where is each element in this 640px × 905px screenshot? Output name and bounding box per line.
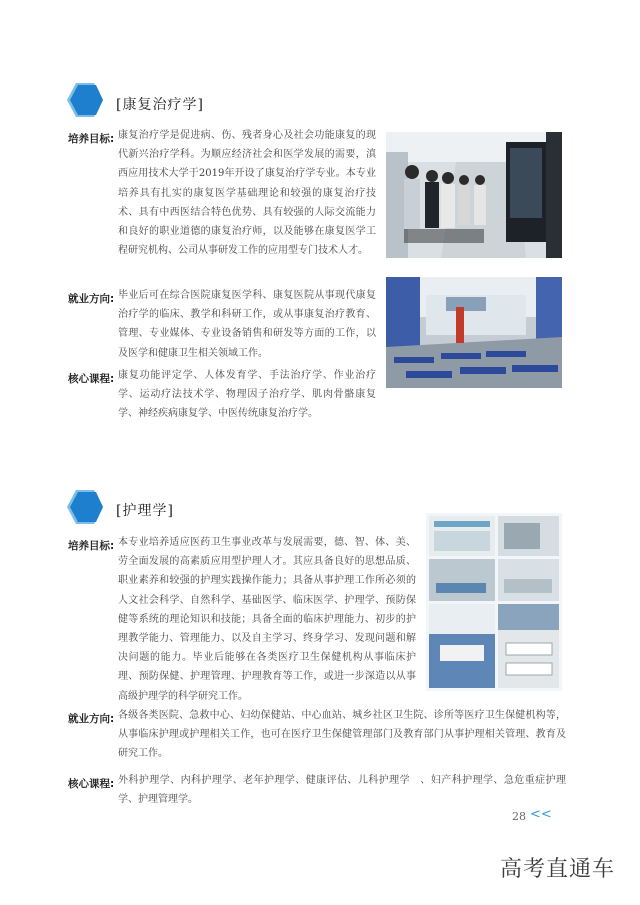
hexagon-icon — [66, 82, 104, 118]
photo-students-hallway — [386, 132, 562, 258]
watermark-text: 高考直通车 — [500, 857, 616, 882]
page-chevron-icon: << — [530, 807, 552, 822]
training-goal-label: 培养目标: — [68, 133, 115, 145]
employment-text: 各级各类医院、急救中心、妇幼保健站、中心血站、城乡社区卫生院、诊所等医疗卫生保健机构等，从事临床护理或护理相关工作，也可在医疗卫生保健管理部门及教育部门从事护理相关管理、教育及研究工作。 — [118, 710, 566, 760]
core-courses-text: 康复功能评定学、人体发育学、手法治疗学、作业治疗学、运动疗法技术学、物理因子治疗学、肌肉骨骼康复学、神经疾病康复学、中医传统康复治疗学。 — [118, 370, 376, 420]
page-number: 28 — [512, 810, 526, 823]
core-courses-label: 核心课程: — [68, 373, 115, 385]
photo-therapy-room — [386, 277, 562, 388]
section-title-nursing: [护理学] — [116, 503, 174, 519]
section-title-rehab: [康复治疗学] — [116, 97, 204, 113]
photo-nursing-collage — [426, 513, 562, 691]
core-courses-label: 核心课程: — [68, 778, 115, 790]
training-goal-text: 本专业培养适应医药卫生事业改革与发展需要，德、智、体、美、劳全面发展的高素质应用型护理人才。其应具备良好的思想品质、职业素养和较强的护理实践操作能力；具备从事护理工作所必须的人文社会科学、自然科学、基础医学、临床医学、护理学、预防保健等系统的理论知识和技能；具备全面的临床护理能力、初步的护理教学能力、管理能力、以及自主学习、终身学习、发现问题和解决问题的能力。毕业后能够在各类医疗卫生保健机构从事临床护理、预防保健、护理管理、护理教育等工作，或进一步深造以从事高级护理学的科学研究工作。 — [118, 537, 416, 702]
hexagon-icon — [66, 489, 104, 525]
employment-label: 就业方向: — [68, 713, 115, 725]
training-goal-text: 康复治疗学是促进病、伤、残者身心及社会功能康复的现代新兴治疗学科。为顺应经济社会和医学发展的需要，滇西应用技术大学于2019年开设了康复治疗学专业。本专业培养具有扎实的康复医学基础理论和较强的康复治疗技术、具有中西医结合特色优势、具有较强的人际交流能力和良好的职业道德的康复治疗师，以及能够在康复医学工程研究机构、公司从事研发工作的应用型专门技术人才。 — [118, 130, 376, 257]
employment-label: 就业方向: — [68, 293, 115, 305]
core-courses-text: 外科护理学、内科护理学、老年护理学、健康评估、儿科护理学 、妇产科护理学、急危重症护理学、护理管理学。 — [118, 775, 566, 806]
employment-text: 毕业后可在综合医院康复医学科、康复医院从事现代康复治疗学的临床、教学和科研工作，或从事康复治疗教育、管理、专业媒体、专业设备销售和研发等方面的工作，以及医学和健康卫生相关领域工作。 — [118, 290, 376, 359]
training-goal-label: 培养目标: — [68, 540, 115, 552]
